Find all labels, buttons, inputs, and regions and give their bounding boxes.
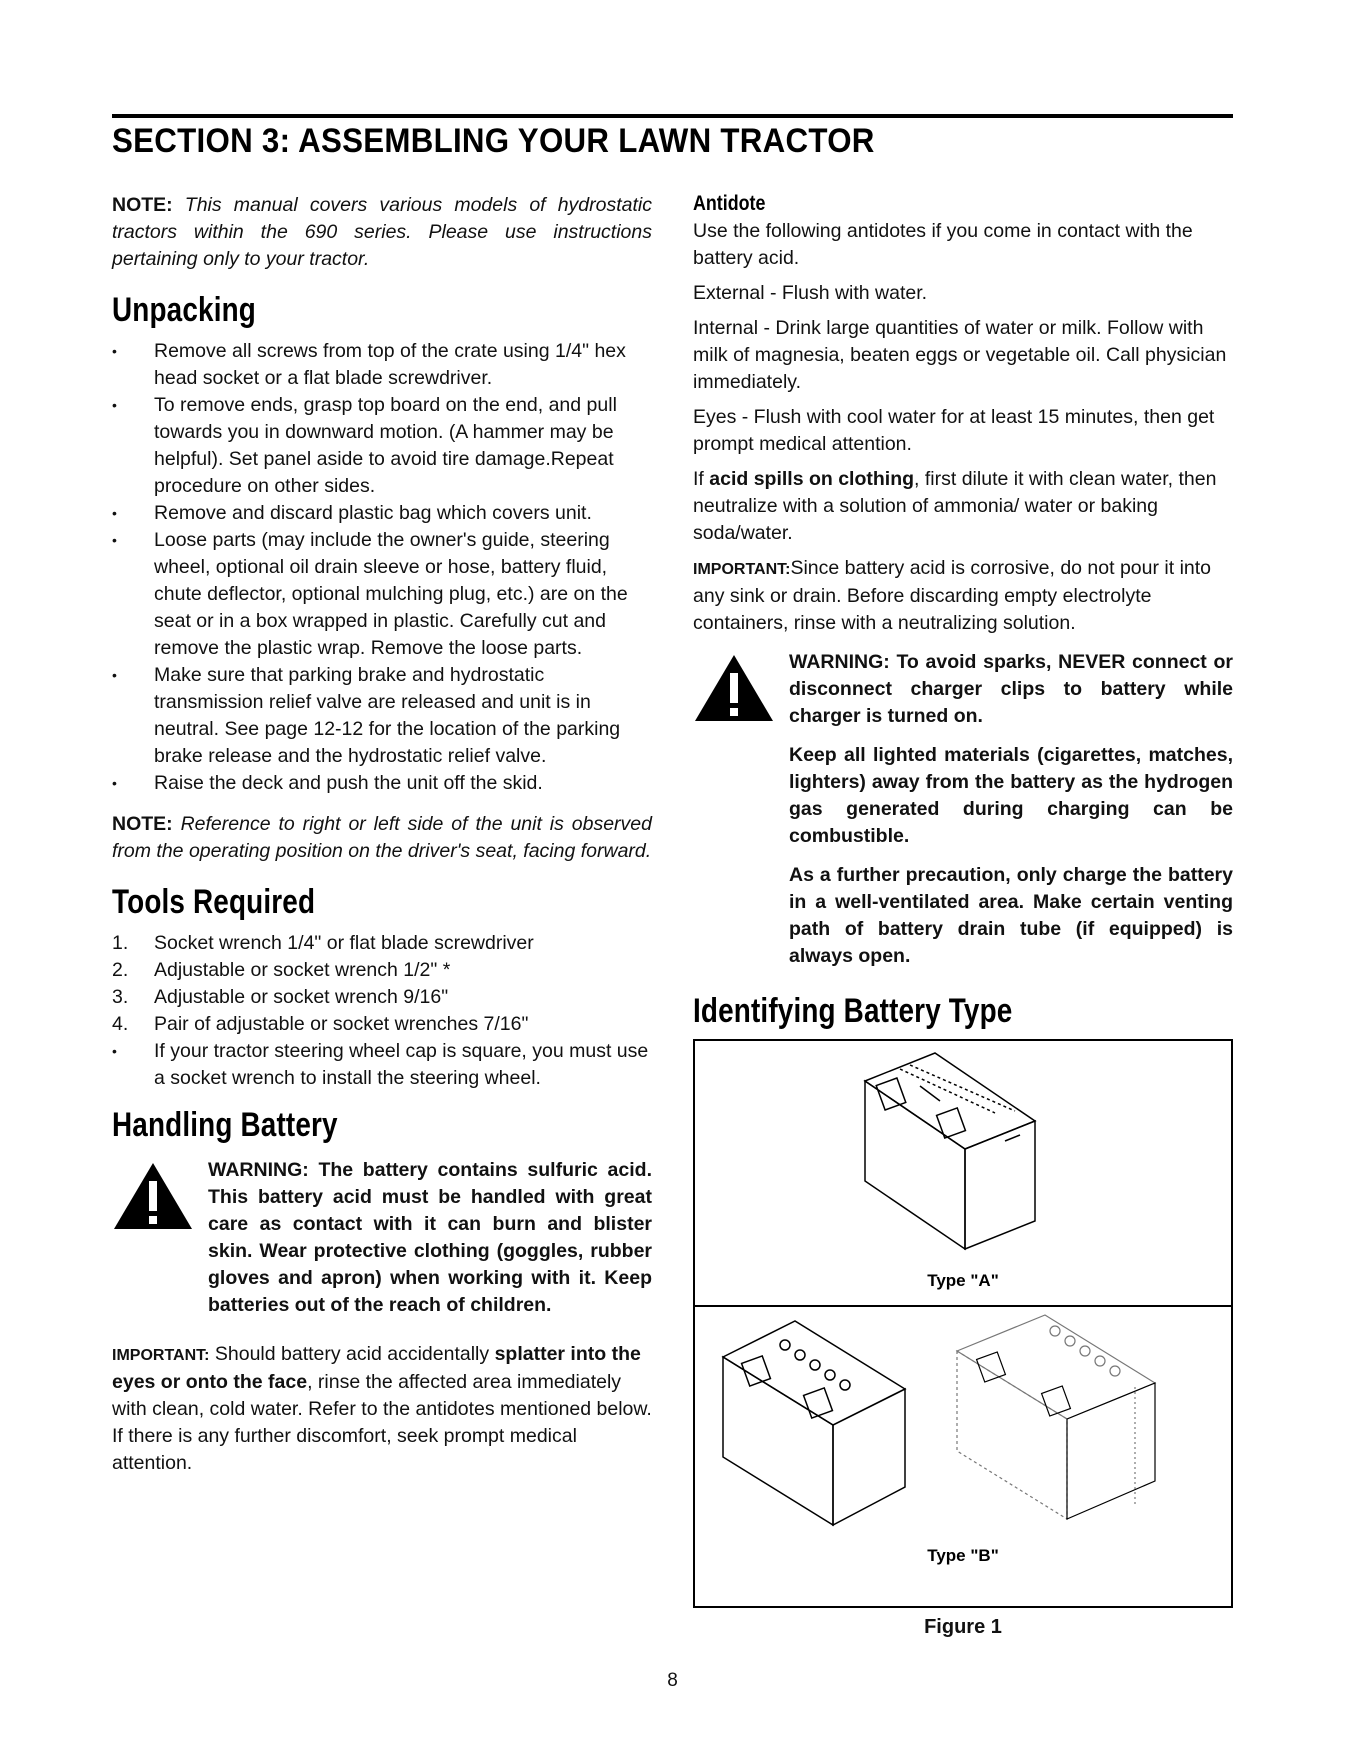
unpacking-list xyxy=(112,338,652,797)
list-item: • Raise the deck and push the unit off the skid. xyxy=(112,770,652,797)
note-text: Reference to right or left side of the unit is observed from the operating position on the driver's seat, facing forward. xyxy=(112,813,652,862)
battery-figure xyxy=(693,1039,1233,1608)
battery-type-a-panel xyxy=(695,1041,1231,1307)
list-text: If your tractor steering wheel cap is square, you must use a socket wrench to install the steering wheel. xyxy=(154,1040,649,1089)
heading-identifying-battery-type: Identifying Battery Type xyxy=(693,992,1013,1030)
clothing-text: , first dilute it with clean water, then neutralize with a solution of ammonia/ water or baking soda/water. xyxy=(693,468,1217,544)
important-text: Should battery acid accidentally xyxy=(209,1343,495,1365)
list-item xyxy=(112,984,652,1011)
note-label: NOTE: xyxy=(112,194,173,216)
battery-type-a-label: Type "A" xyxy=(927,1271,999,1290)
important-corrosive xyxy=(693,555,1233,637)
battery-type-b-panel xyxy=(695,1307,1231,1606)
list-item xyxy=(112,1038,652,1092)
figure-caption: Figure 1 xyxy=(924,1616,1002,1638)
antidote-intro: Use the following antidotes if you come in contact with the battery acid. xyxy=(693,220,1193,269)
list-item xyxy=(112,957,652,984)
list-number: 1. xyxy=(112,932,129,954)
list-item xyxy=(112,930,652,957)
list-text: Adjustable or socket wrench 1/2" * xyxy=(154,959,451,981)
warning-triangle-icon xyxy=(112,1161,194,1231)
warning-text: WARNING: The battery contains sulfuric acid. This battery acid must be handled with great care as contact with it can burn and blister skin. Wear protective clothing (goggles, rubber gloves and apron) when working with it. Keep batteries out of the reach of children. xyxy=(208,1159,652,1316)
battery-type-b-illustration xyxy=(695,1307,1231,1606)
antidote-external: External - Flush with water. xyxy=(693,282,928,304)
note-orientation xyxy=(112,811,652,865)
list-item: • Make sure that parking brake and hydrostatic transmission relief valve are released and unit is in neutral. See page 12-12 for the location of the parking brake release and the hydrostatic relief valve. xyxy=(112,662,652,770)
list-bullet: • xyxy=(112,1043,117,1059)
note-text: This manual covers various models of hydrostatic tractors within the 690 series. Please use instructions pertaining only to your tractor. xyxy=(112,194,652,270)
list-text: Socket wrench 1/4" or flat blade screwdriver xyxy=(154,932,534,954)
antidote-internal: Internal - Drink large quantities of water or milk. Follow with milk of magnesia, beaten eggs or vegetable oil. Call physician immediately. xyxy=(693,317,1227,393)
list-text: Adjustable or socket wrench 9/16" xyxy=(154,986,449,1008)
tools-list xyxy=(112,930,652,1092)
list-item: • Remove all screws from top of the crate using 1/4" hex head socket or a flat blade screwdriver. xyxy=(112,338,652,392)
warning-block-charging xyxy=(693,649,1233,970)
heading-antidote: Antidote xyxy=(693,192,766,215)
right-column xyxy=(693,192,1233,1639)
clothing-emphasis: acid spills on clothing xyxy=(709,468,915,490)
battery-type-b-label: Type "B" xyxy=(927,1546,999,1565)
list-text: Pair of adjustable or socket wrenches 7/16" xyxy=(154,1013,529,1035)
important-text: , rinse the affected area immediately with clean, cold water. Refer to the antidotes mentioned below. If there is any further discomfort, seek prompt medical attention. xyxy=(112,1371,652,1474)
warning-triangle-icon xyxy=(693,653,775,723)
antidote-clothing xyxy=(693,466,1233,547)
note-label: NOTE: xyxy=(112,813,173,835)
list-item xyxy=(112,1011,652,1038)
list-number: 4. xyxy=(112,1013,129,1035)
heading-tools-required: Tools Required xyxy=(112,883,316,921)
important-text: Since battery acid is corrosive, do not pour it into any sink or drain. Before discarding empty electrolyte containers, rinse with a neutralizing solution. xyxy=(693,557,1212,634)
important-emphasis: splatter into the eyes or onto the face xyxy=(112,1343,641,1393)
note-models xyxy=(112,192,652,273)
list-number: 3. xyxy=(112,986,129,1008)
battery-type-a-illustration xyxy=(695,1041,1231,1305)
list-item: • Remove and discard plastic bag which covers unit. xyxy=(112,500,652,527)
section-title: SECTION 3: ASSEMBLING YOUR LAWN TRACTOR xyxy=(112,122,875,160)
top-rule xyxy=(112,114,1233,118)
heading-handling-battery: Handling Battery xyxy=(112,1106,338,1144)
heading-unpacking: Unpacking xyxy=(112,291,256,329)
list-item: • Loose parts (may include the owner's guide, steering wheel, optional oil drain sleeve or hose, battery fluid, chute deflector, optional mulching plug, etc.) are on the seat or in a box wrapped in plastic. Carefully cut and remove the plastic wrap. Remove the loose parts. xyxy=(112,527,652,662)
important-acid-splatter xyxy=(112,1341,652,1477)
clothing-text: If xyxy=(693,468,710,490)
list-item: • To remove ends, grasp top board on the end, and pull towards you in downward motion. (A hammer may be helpful). Set panel aside to avoid tire damage.Repeat procedure on other sides. xyxy=(112,392,652,500)
list-number: 2. xyxy=(112,959,129,981)
warning-ventilation: As a further precaution, only charge the battery in a well-ventilated area. Make certain venting path of battery drain tube (if equipped) is always open. xyxy=(789,864,1233,967)
important-label: IMPORTANT: xyxy=(112,1347,210,1364)
page-number: 8 xyxy=(667,1670,678,1691)
warning-lighted-materials: Keep all lighted materials (cigarettes, matches, lighters) away from the battery as the hydrogen gas generated during charging can be combustible. xyxy=(789,744,1233,847)
important-label: IMPORTANT: xyxy=(693,561,791,578)
left-column xyxy=(112,192,652,1477)
warning-block-acid xyxy=(112,1157,652,1319)
antidote-eyes: Eyes - Flush with cool water for at least 15 minutes, then get prompt medical attention. xyxy=(693,406,1215,455)
warning-sparks: WARNING: To avoid sparks, NEVER connect or disconnect charger clips to battery while charger is turned on. xyxy=(789,651,1233,727)
